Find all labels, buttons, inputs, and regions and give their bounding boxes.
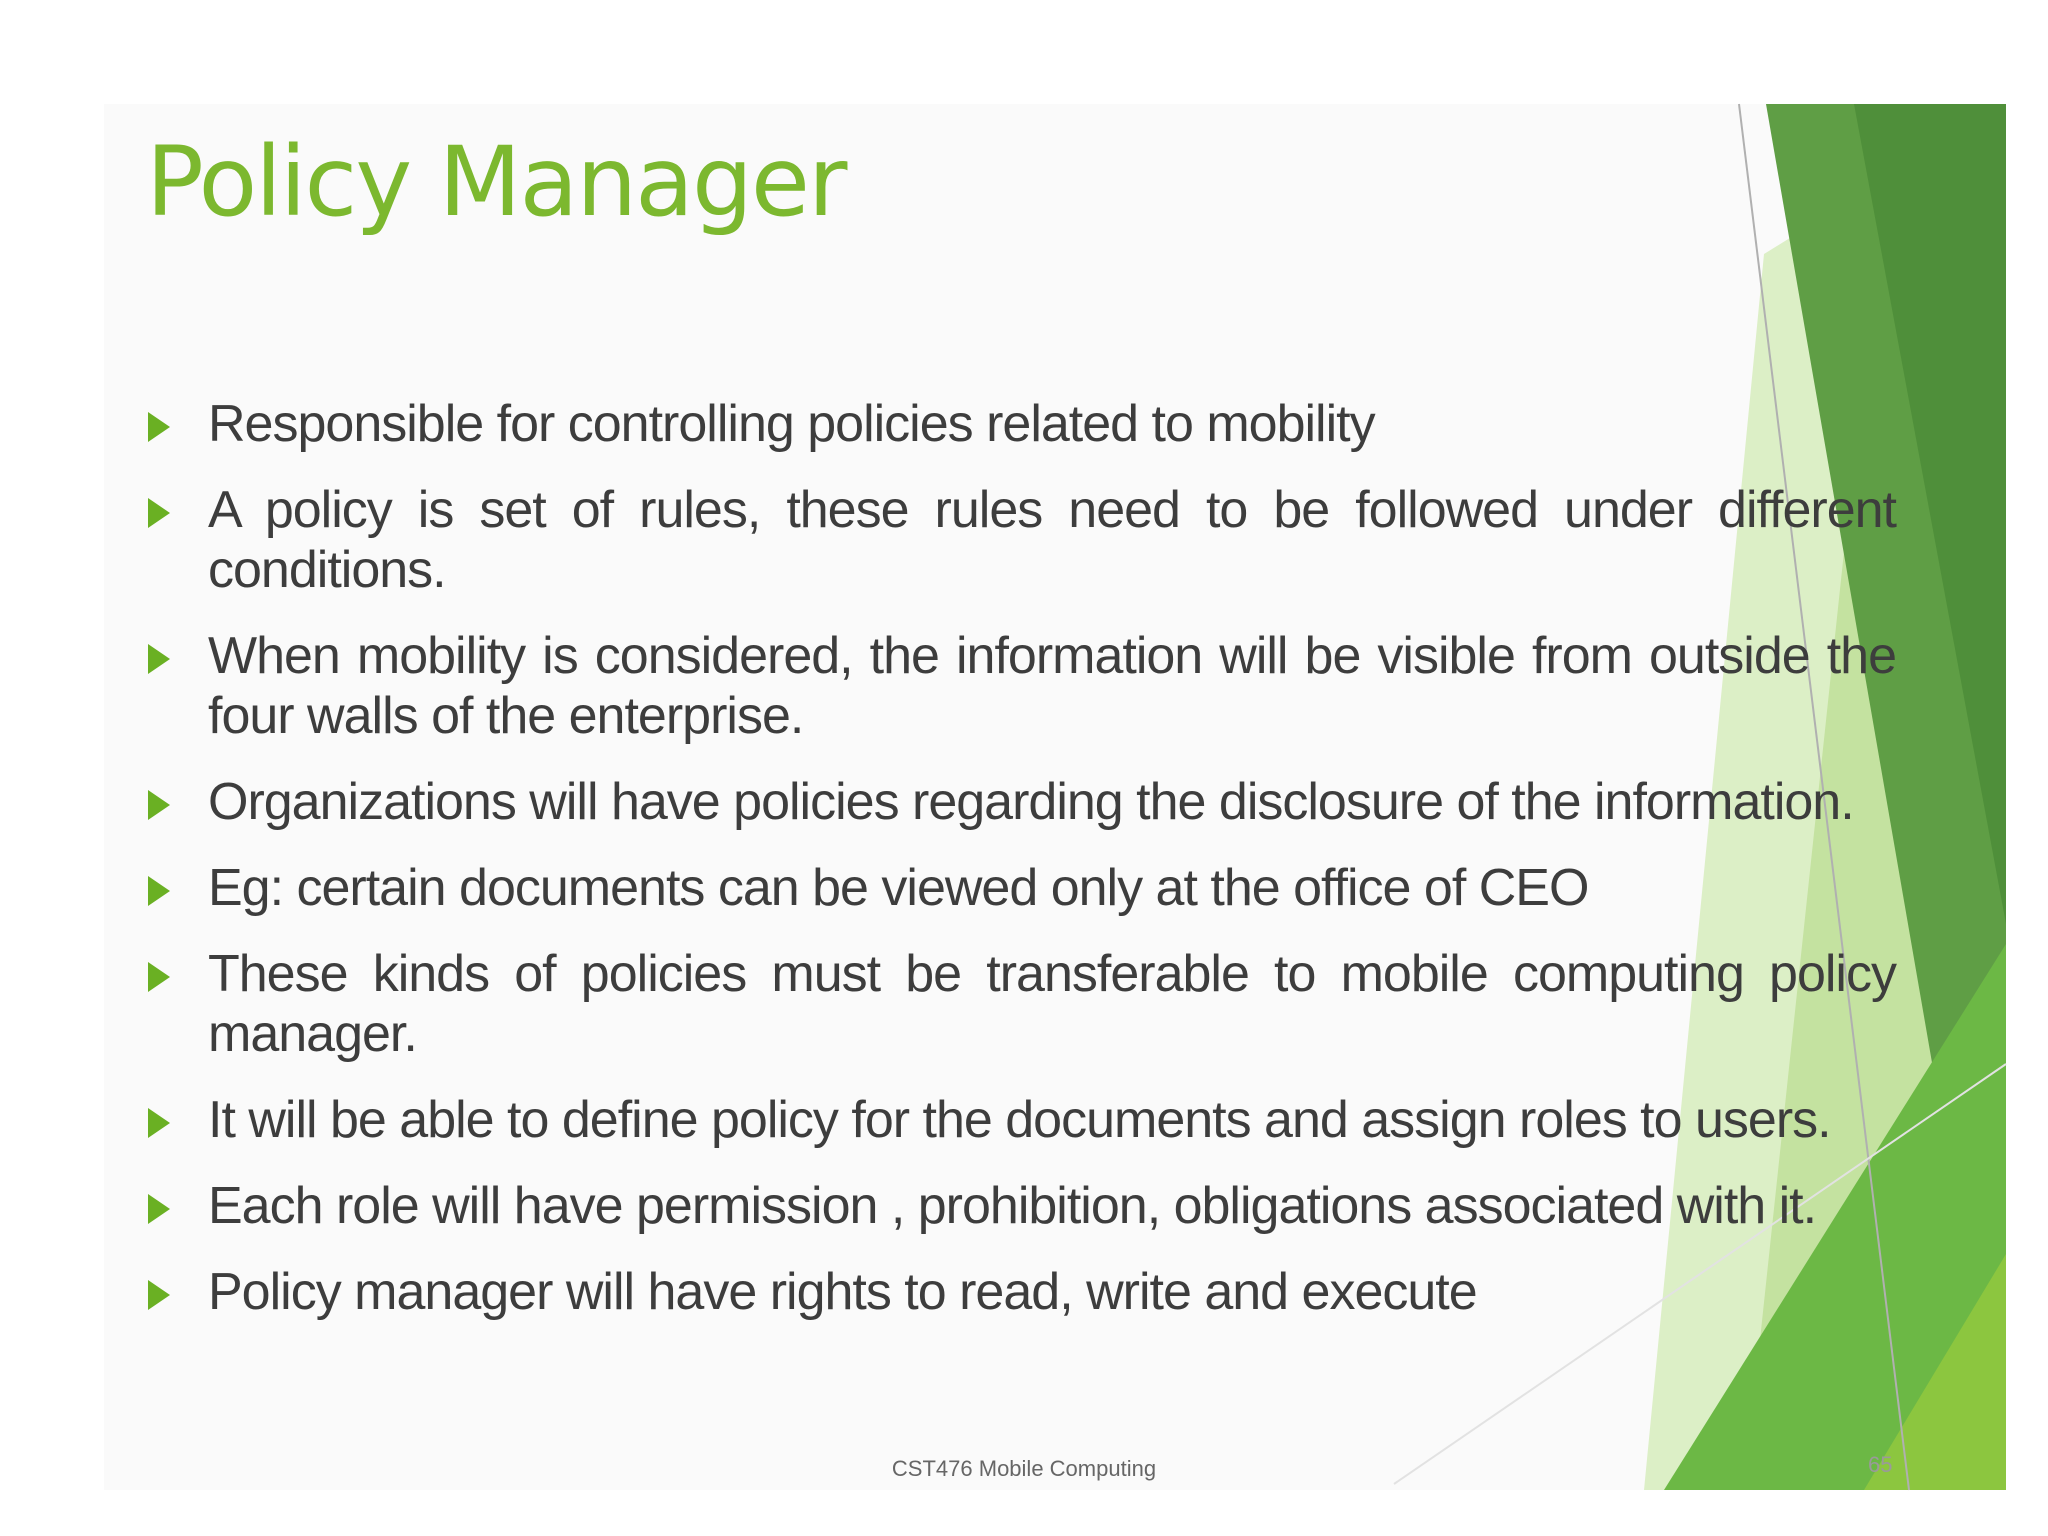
- bullet-text: Policy manager will have rights to read, write and execute: [208, 1263, 1477, 1321]
- triangle-bullet-icon: [146, 480, 208, 540]
- slide: [104, 104, 2006, 1490]
- bullet-item: [146, 944, 1896, 1064]
- triangle-bullet-icon: [146, 1176, 208, 1236]
- bullet-item: [146, 1176, 1896, 1236]
- bullet-text: These kinds of policies must be transferable to mobile computing policy manager.: [208, 945, 1896, 1063]
- bullet-text: When mobility is considered, the information will be visible from outside the four walls of the enterprise.: [208, 627, 1896, 745]
- bullet-list: [146, 394, 1896, 1348]
- bullet-text: It will be able to define policy for the documents and assign roles to users.: [208, 1091, 1831, 1149]
- bullet-text: A policy is set of rules, these rules need to be followed under different conditions.: [208, 481, 1896, 599]
- page-number: [1868, 1448, 1892, 1462]
- bullet-text: Each role will have permission , prohibition, obligations associated with it.: [208, 1177, 1817, 1235]
- slide-title: Policy Manager: [146, 126, 846, 238]
- footer-course-label: CST476 Mobile Computing: [891, 1456, 1157, 1481]
- triangle-bullet-icon: [146, 394, 208, 454]
- bullet-item: [146, 480, 1896, 600]
- triangle-bullet-icon: [146, 944, 208, 1004]
- bullet-item: [146, 1262, 1896, 1322]
- bullet-item: [146, 858, 1896, 918]
- bullet-item: [146, 1090, 1896, 1150]
- triangle-bullet-icon: [146, 1090, 208, 1150]
- triangle-bullet-icon: [146, 1262, 208, 1322]
- triangle-bullet-icon: [146, 626, 208, 686]
- triangle-bullet-icon: [146, 858, 208, 918]
- bullet-item: [146, 626, 1896, 746]
- bullet-item: [146, 772, 1896, 832]
- bullet-text: Responsible for controlling policies related to mobility: [208, 395, 1375, 453]
- triangle-bullet-icon: [146, 772, 208, 832]
- bullet-item: [146, 394, 1896, 454]
- bullet-text: Organizations will have policies regarding the disclosure of the information.: [208, 773, 1854, 831]
- bullet-text: Eg: certain documents can be viewed only at the office of CEO: [208, 859, 1589, 917]
